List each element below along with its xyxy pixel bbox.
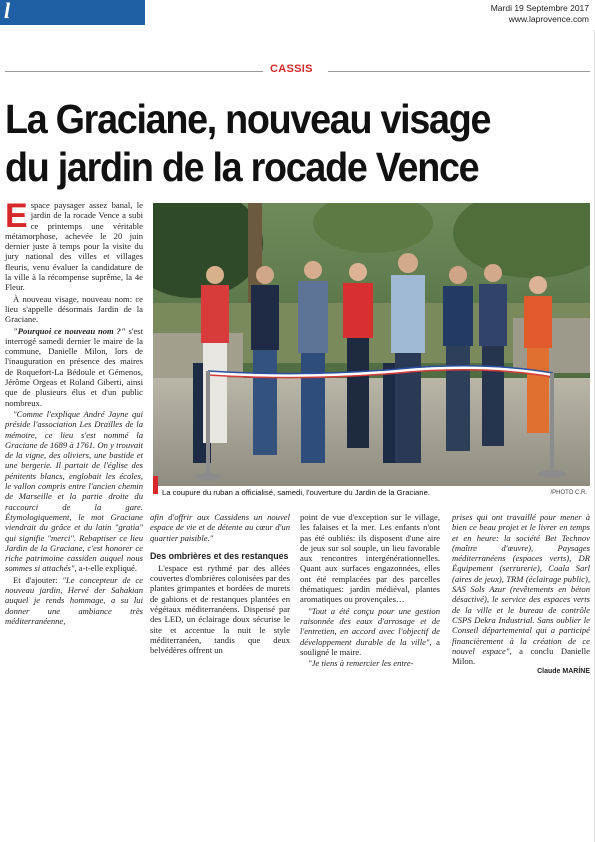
masthead-date bbox=[491, 3, 589, 25]
paragraph: "Comme l'explique André Jayne qui préside l'association Les Draïlles de la mémoire, ce lieu s'est nommé la Graciane de 1689 à 1761. On y trouvait de la vigne, des oliviers, une bastide et une bergerie. Il partait de l'église des pénitents blancs, englobait les écoles, le vallon compris entre l'ancien chemin de Marseille et la partie droite du raccourci de la gare. Étymologiquement, le mot Graciane viendrait du grâce et du latin "gratia" qui signifie "merci". Rebaptiser ce lieu Jardin de la Graciane, c'est honorer ce riche patrimoine cassiden auquel nous sommes si attachés", a-t-elle expliqué. bbox=[5, 408, 143, 574]
inauguration-photo bbox=[153, 203, 590, 486]
author-signature: Claude MARÍNE bbox=[537, 668, 590, 676]
photo-credit: /PHOTO C.R. bbox=[550, 490, 587, 496]
article-column-3 bbox=[300, 512, 440, 669]
subheading: Des ombrières et des restanques bbox=[150, 550, 289, 561]
article-headline bbox=[5, 95, 590, 191]
article-column-4 bbox=[452, 512, 590, 678]
paragraph: "Je tiens à remercier les entre- bbox=[308, 658, 414, 669]
article-column-1 bbox=[5, 197, 143, 627]
paragraph: L'espace est rythmé par des allées couvertes d'ombrières colonisées par des plantes grimpantes et bordées de murets de gabions et de restanques plantées en végétaux méditerranéens. Dispensé par des LED, un éclairage doux sécurise le site et accentue la nuit le style méditerranéen, tandis que deux belvédères offrent un bbox=[150, 562, 290, 656]
rubric-rule-left bbox=[5, 71, 263, 72]
paragraph: "Tout a été conçu pour une gestion raisonnée des eaux d'arrosage et de l'entretien, en accord avec l'objectif de développement durable de la ville", a souligné le maire. bbox=[300, 605, 440, 657]
ribbon-cutting-image bbox=[153, 203, 590, 486]
headline-line-1: La Graciane, nouveau visage bbox=[5, 96, 491, 142]
rubric-rule-right bbox=[328, 71, 590, 72]
paragraph: Et d'ajouter: "Le concepteur de ce nouveau jardin, Hervé der Sahakian auquel je rends hommage, a su lui donner une ambiance très méditerranéenne, bbox=[5, 574, 143, 626]
masthead-logo-letter: l bbox=[4, 0, 11, 23]
article-column-2 bbox=[150, 512, 290, 657]
site-url: www.laprovence.com bbox=[508, 14, 589, 24]
caption-marker bbox=[153, 476, 158, 494]
paragraph: À nouveau visage, nouveau nom: ce lieu s'appelle désormais Jardin de la Graciane. bbox=[5, 293, 143, 325]
paragraph: "Pourquoi ce nouveau nom ?" s'est interrogé samedi dernier le maire de la commune, Danielle Milon, lors de l'inauguration en présence des maires de Roquefort-La Bédoule et Gémenos, Jérôme Orgeas et Roland Giberti, ainsi que de plusieurs élus et d'un public nombreux. bbox=[5, 325, 143, 408]
issue-date: Mardi 19 Septembre 2017 bbox=[490, 3, 589, 13]
headline-line-2: du jardin de la rocade Vence bbox=[5, 144, 479, 190]
photo-caption: La coupure du ruban a officialisé, samedi, l'ouverture du Jardin de la Graciane. bbox=[162, 488, 430, 497]
drop-cap: E bbox=[5, 197, 28, 235]
masthead-bar bbox=[0, 0, 145, 25]
paragraph: point de vue d'exception sur le village, les falaises et la mer. Les enfants n'ont pas été oubliés: ils disposent d'une aire de jeux sur sol souple, un lieu favorable aux rencontres intergénérationnelles. Quant aux surfaces engazonnées, elles ont été remplacées par des parcelles thématiques: jardin médiéval, plantes aromatiques ou provençales… bbox=[300, 512, 440, 605]
section-rubric: CASSIS bbox=[270, 63, 313, 75]
paragraph: Espace paysager assez banal, le jardin de la rocade Vence a subi ce printemps une véritable métamorphose, achevée le 20 juin dernier juste à temps pour la visite du jury national des villes et villages fleuris, venu évaluer la candidature de la ville à la récompense suprême, la 4e Fleur. bbox=[5, 197, 143, 293]
paragraph: prises qui ont travaillé pour mener à bien ce beau projet et le livrer en temps et en heure: la société Bet Technov (maître d'œuvre), Paysages méditerranéens (espaces verts), DR Équipement (serrurerie), Coala Sarl (aires de jeux), TRM (éclairage public), SAS Sols Azur (revêtements en béton désactivé), le service des espaces verts de la ville et le bureau de contrôle CSPS Dekra Industrial. Sans oublier le Conseil départemental qui a participé financièrement à la création de ce nouvel espace", a conclu Danielle Milon. bbox=[452, 512, 590, 667]
paragraph: afin d'offrir aux Cassidens un nouvel espace de vie et de détente au cœur d'un quartier paisible." bbox=[150, 512, 290, 543]
